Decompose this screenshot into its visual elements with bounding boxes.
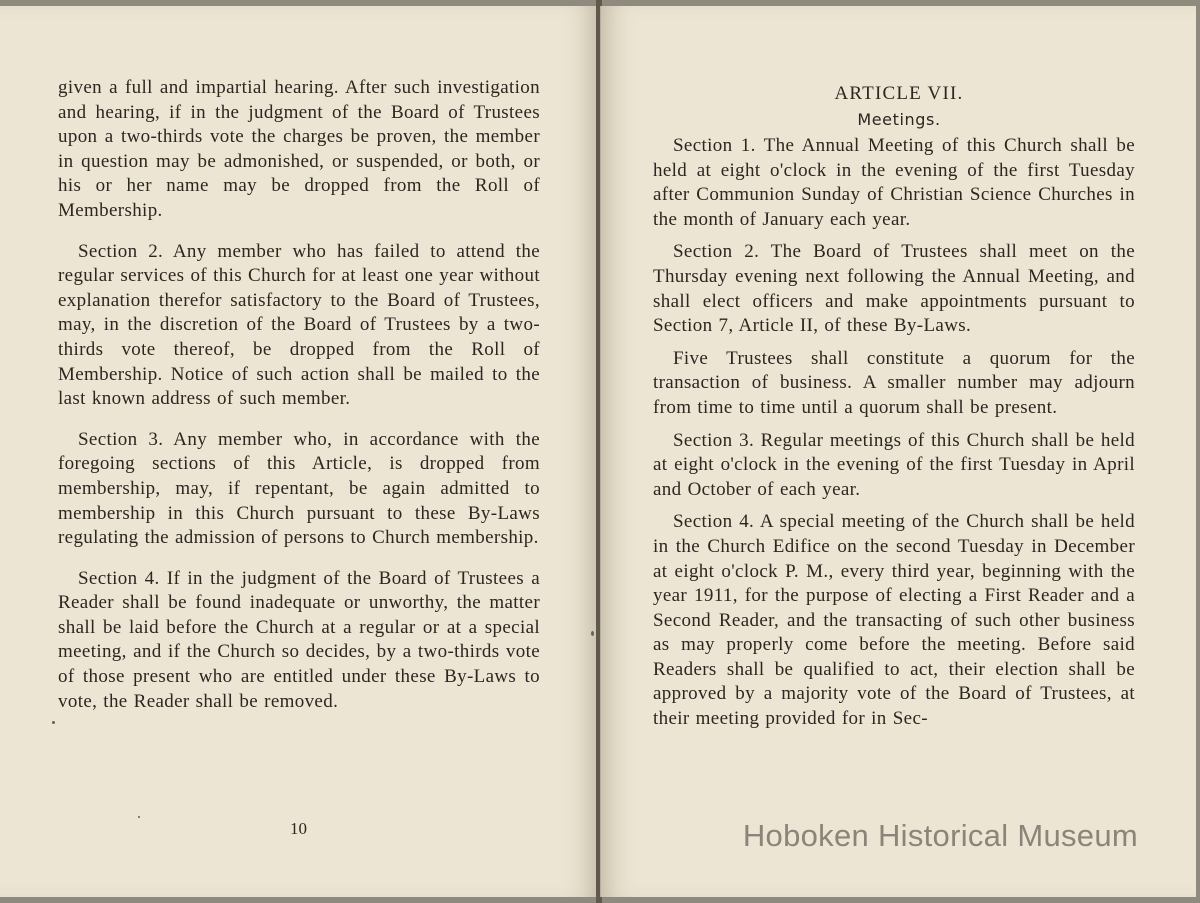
left-page [0,6,598,897]
right-paragraph-section-4: Section 4. A special meeting of the Church shall be held in the Church Edifice on the second Tuesday in December at eight o'clock P. M., every third year, beginning with the year 1911, for the purpose of electing a First Reader and a Second Reader, and the transacting of such other business as may properly come before the meeting. Before said Readers shall be qualified to act, their election shall be approved by a majority vote of the Board of Trustees, at their meeting provided for in Sec- [653,511,1135,730]
left-page-text [58,76,540,714]
right-paragraph-section-3: Section 3. Regular meetings of this Church shall be held at eight o'clock in the evening of the first Tuesday in April and October of each year. [653,429,1135,500]
paper-speck [52,721,55,724]
right-paragraph-section-1: Section 1. The Annual Meeting of this Church shall be held at eight o'clock in the evening of the first Tuesday after Communion Sunday of Christian Science Churches in the month of January each year. [653,135,1135,230]
right-page-text [653,134,1135,732]
left-paragraph-section-4: Section 4. If in the judgment of the Board of Trustees a Reader shall be found inadequate or unworthy, the matter shall be laid before the Church at a regular or at a special meeting, and if the Church so decides, by a two-thirds vote of those present who are entitled under these By-Laws to vote, the Reader shall be removed. [58,567,540,712]
right-paragraph-section-2: Section 2. The Board of Trustees shall meet on the Thursday evening next following the Annual Meeting, and shall elect officers and make appointments pursuant to Section 7, Article II, of these By-Laws. [653,241,1135,337]
article-subtitle: Meetings. [857,110,941,129]
paper-speck [591,631,594,636]
paper-speck [138,816,140,818]
left-paragraph-1: given a full and impartial hearing. After such investigation and hearing, if in the judgment of the Board of Trustees upon a two-thirds vote the charges be proven, the member in question may be admonished, or suspended, or both, or his or her name may be dropped from the Roll of Membership. [58,77,540,221]
left-paragraph-section-3: Section 3. Any member who, in accordance with the foregoing sections of this Article, is dropped from membership, may, if repentant, be again admitted to membership in this Church pursuant to these By-Laws regulating the admission of persons to Church membership. [58,428,540,549]
watermark: Hoboken Historical Museum [742,818,1138,853]
page-number: 10 [290,819,307,838]
left-paragraph-section-2: Section 2. Any member who has failed to attend the regular services of this Church for at least one year without explanation therefor satisfactory to the Board of Trustees, may, in the discretion of the Board of Trustees by a two-thirds vote thereof, be dropped from the Roll of Membership. Notice of such action shall be mailed to the last known address of such member. [58,240,540,410]
article-title: ARTICLE VII. [834,83,964,104]
right-paragraph-quorum: Five Trustees shall constitute a quorum for the transaction of business. A smaller number may adjourn from time to time until a quorum shall be present. [653,347,1135,418]
right-page [600,6,1196,897]
